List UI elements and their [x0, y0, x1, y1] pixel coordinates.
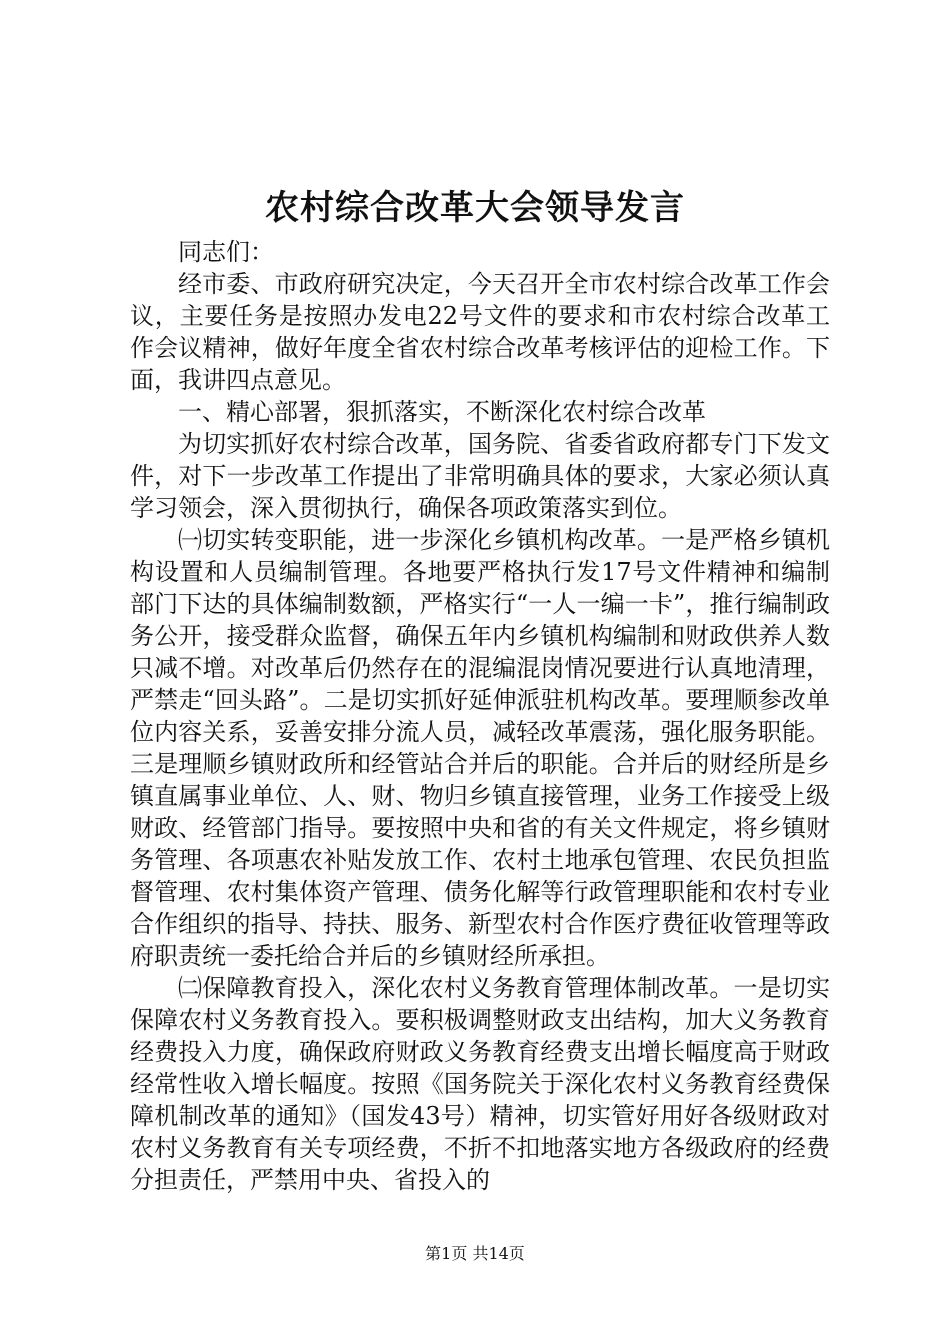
body-paragraph: ㈠切实转变职能，进一步深化乡镇机构改革。一是严格乡镇机构设置和人员编制管理。各地要严格执行发17号文件精神和编制部门下达的具体编制数额，严格实行“一人一编一卡”，推行编制政务公开，接受群众监督，确保五年内乡镇机构编制和财政供养人数只减不增。对改革后仍然存在的混编混岗情况要进行认真地清理，严禁走“回头路”。二是切实抓好延伸派驻机构改革。要理顺参改单位内容关系，妥善安排分流人员，减轻改革震荡，强化服务职能。三是理顺乡镇财政所和经管站合并后的职能。合并后的财经所是乡镇直属事业单位、人、财、物归乡镇直接管理，业务工作接受上级财政、经管部门指导。要按照中央和省的有关文件规定，将乡镇财务管理、各项惠农补贴发放工作、农村土地承包管理、农民负担监督管理、农村集体资产管理、债务化解等行政管理职能和农村专业合作组织的指导、持扶、服务、新型农村合作医疗费征收管理等政府职责统一委托给合并后的乡镇财经所承担。 [130, 526, 830, 970]
body-paragraph: ㈡保障教育投入，深化农村义务教育管理体制改革。一是切实保障农村义务教育投入。要积极调整财政支出结构，加大义务教育经费投入力度，确保政府财政义务教育经费支出增长幅度高于财政经常性收入增长幅度。按照《国务院关于深化农村义务教育经费保障机制改革的通知》（国发43号）精神，切实管好用好各级财政对农村义务教育有关专项经费，不折不扣地落实地方各级政府的经费分担责任，严禁用中央、省投入的 [130, 974, 830, 1194]
salutation: 同志们： [178, 238, 274, 266]
section-heading-1: 一、精心部署，狠抓落实，不断深化农村综合改革 [178, 398, 706, 426]
document-title: 农村综合改革大会领导发言 [265, 188, 685, 228]
page-footer: 第1页 共14页 [425, 1244, 525, 1263]
body-paragraph-intro: 经市委、市政府研究决定，今天召开全市农村综合改革工作会议，主要任务是按照办发电22号文件的要求和市农村综合改革工作会议精神，做好年度全省农村综合改革考核评估的迎检工作。下面，我讲四点意见。 [130, 270, 830, 394]
document-body [130, 236, 830, 1196]
body-paragraph: 为切实抓好农村综合改革，国务院、省委省政府都专门下发文件，对下一步改革工作提出了非常明确具体的要求，大家必须认真学习领会，深入贯彻执行，确保各项政策落实到位。 [130, 430, 830, 522]
